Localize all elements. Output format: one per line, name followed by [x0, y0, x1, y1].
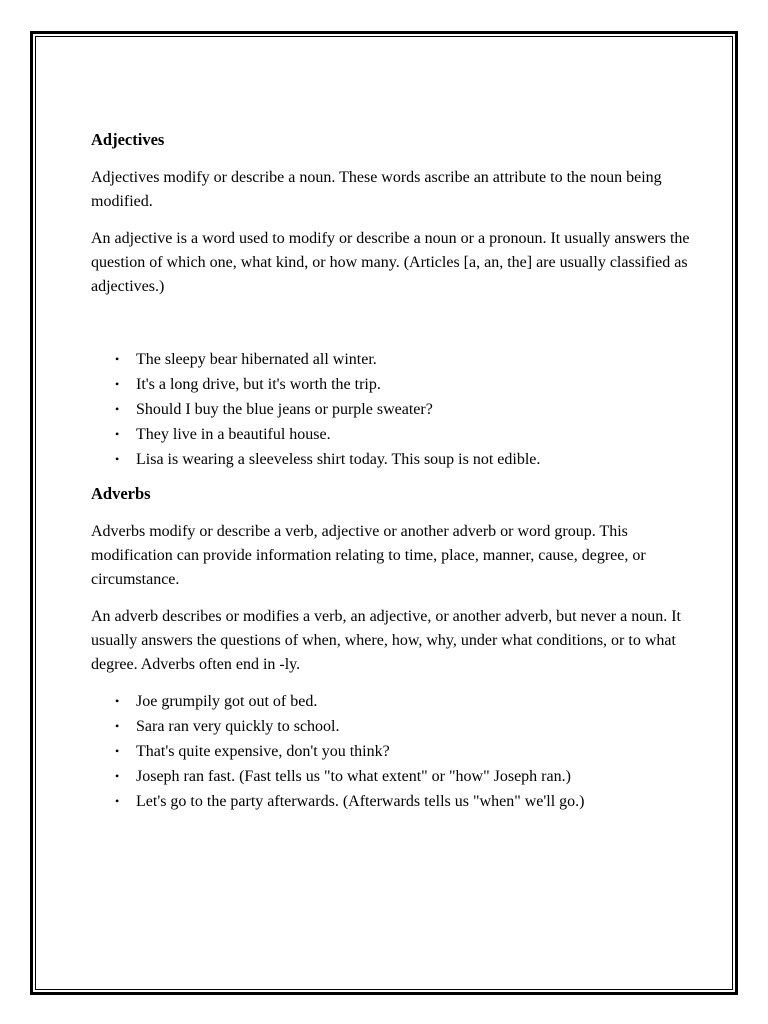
list-item: • The sleepy bear hibernated all winter. — [91, 347, 691, 372]
adjectives-definition: Adjectives modify or describe a noun. These words ascribe an attribute to the noun being modified. — [91, 169, 662, 210]
bullet-icon: • — [115, 694, 120, 708]
adjectives-explanation: An adjective is a word used to modify or describe a noun or a pronoun. It usually answers the question of which one, what kind, or how many. (Articles [a, an, the] are usually classified as adjectives.) — [91, 230, 690, 295]
list-item: • That's quite expensive, don't you think? — [91, 739, 691, 764]
list-item: • Sara ran very quickly to school. — [91, 714, 691, 739]
bullet-icon: • — [115, 352, 120, 366]
bullet-icon: • — [115, 402, 120, 416]
bullet-icon: • — [115, 377, 120, 391]
list-item: • Let's go to the party afterwards. (Afterwards tells us "when" we'll go.) — [91, 789, 691, 814]
list-item: • Lisa is wearing a sleeveless shirt today. This soup is not edible. — [91, 447, 691, 472]
list-item: • It's a long drive, but it's worth the trip. — [91, 372, 691, 397]
list-item: • They live in a beautiful house. — [91, 422, 691, 447]
adjectives-example-list — [91, 347, 691, 472]
list-item: • Joe grumpily got out of bed. — [91, 689, 691, 714]
section-title-adjectives: Adjectives — [91, 130, 165, 149]
bullet-icon: • — [115, 794, 120, 808]
bullet-icon: • — [115, 769, 120, 783]
adverbs-example-list — [91, 689, 691, 814]
bullet-icon: • — [115, 719, 120, 733]
section-title-adverbs: Adverbs — [91, 484, 151, 503]
bullet-icon: • — [115, 427, 120, 441]
document-body — [91, 128, 691, 814]
adverbs-definition: Adverbs modify or describe a verb, adjective or another adverb or word group. This modification can provide information relating to time, place, manner, cause, degree, or circumstance. — [91, 523, 646, 588]
list-item: • Joseph ran fast. (Fast tells us "to what extent" or "how" Joseph ran.) — [91, 764, 691, 789]
bullet-icon: • — [115, 744, 120, 758]
adverbs-explanation: An adverb describes or modifies a verb, an adjective, or another adverb, but never a noun. It usually answers the questions of when, where, how, why, under what conditions, or to what degree. Adverbs often end in -ly. — [91, 608, 681, 673]
bullet-icon: • — [115, 452, 120, 466]
list-item: • Should I buy the blue jeans or purple sweater? — [91, 397, 691, 422]
